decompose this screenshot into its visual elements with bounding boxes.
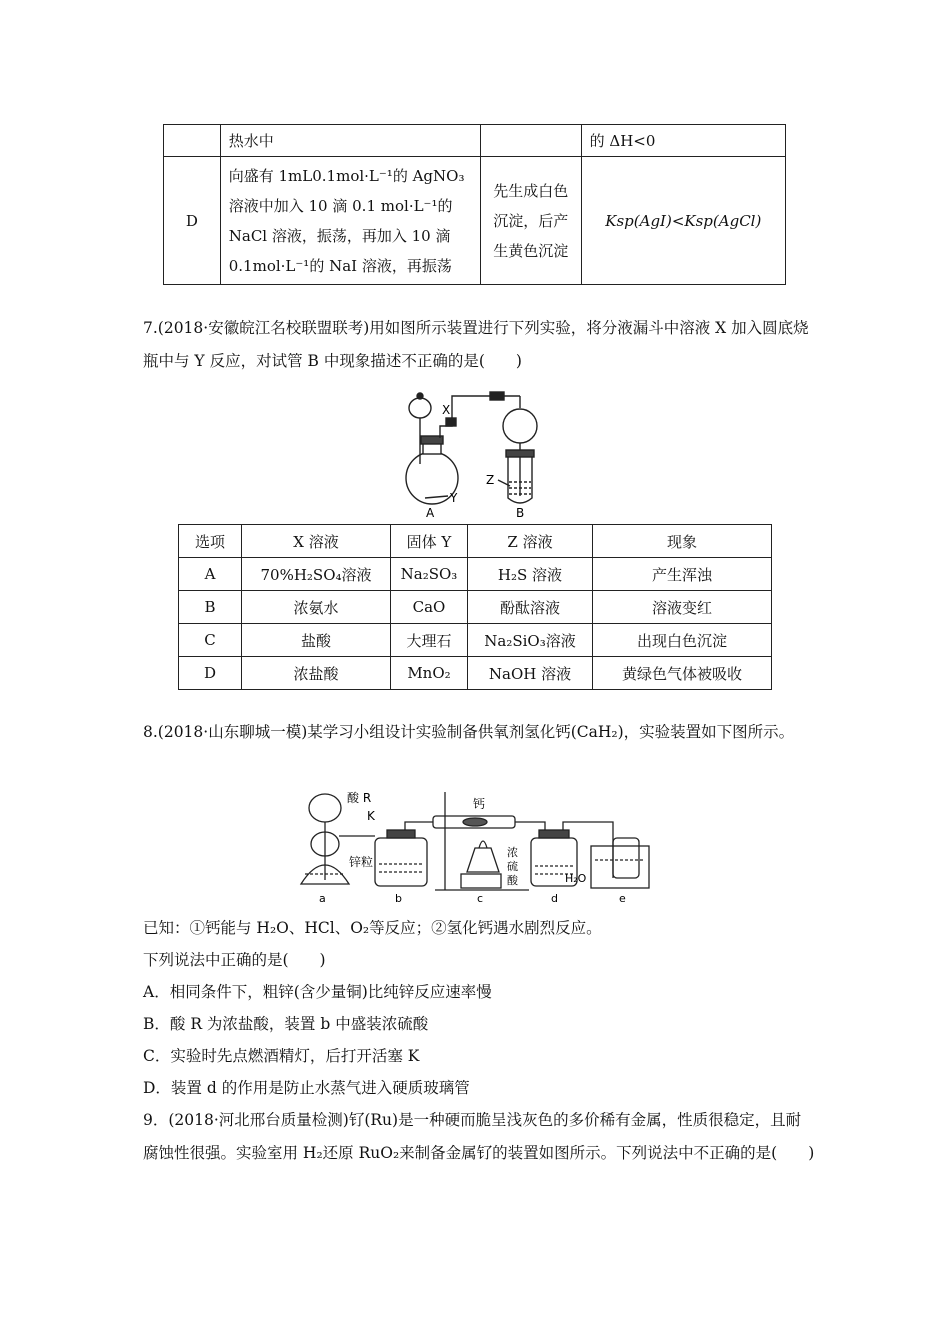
table-cell: 溶液变红 xyxy=(593,591,772,624)
table-cell: CaO xyxy=(391,591,468,624)
top-table xyxy=(163,124,786,285)
label-acid-r: 酸 R xyxy=(347,791,372,805)
table-header-row xyxy=(179,525,772,558)
q8-option-b: B．酸 R 为浓盐酸，装置 b 中盛装浓硫酸 xyxy=(143,1015,429,1033)
table-cell: 出现白色沉淀 xyxy=(593,624,772,657)
header-cell: 现象 xyxy=(593,525,772,558)
cell-line: 溶液中加入 10 滴 0.1 mol·L⁻¹的 xyxy=(228,196,453,215)
cell-line: NaCl 溶液，振荡，再加入 10 滴 xyxy=(228,226,451,245)
table-row xyxy=(179,558,772,591)
cell-line: 生黄色沉淀 xyxy=(493,241,569,260)
label-sulf: 硫 xyxy=(507,860,518,873)
q8-apparatus-figure xyxy=(295,786,665,904)
table-row xyxy=(179,657,772,690)
table-row xyxy=(164,157,786,285)
table-cell: 70%H₂SO₄溶液 xyxy=(242,558,391,591)
table-cell: A xyxy=(179,558,242,591)
label-x: X xyxy=(442,403,451,417)
q7-apparatus-figure xyxy=(380,378,570,518)
q8-option-d: D．装置 d 的作用是防止水蒸气进入硬质玻璃管 xyxy=(143,1079,470,1097)
label-water: H₂O xyxy=(565,872,587,885)
table-cell: 盐酸 xyxy=(242,624,391,657)
conclusion-cell: Ksp(AgI)<Ksp(AgCl) xyxy=(581,157,785,285)
label-c: c xyxy=(477,892,484,904)
table-cell: 浓氨水 xyxy=(242,591,391,624)
label-a: A xyxy=(426,506,435,518)
q9-stem: 9．(2018·河北邢台质量检测)钌(Ru)是一种硬而脆呈浅灰色的多价稀有金属，性质很稳定，且耐腐蚀性很强。实验室用 H₂还原 RuO₂来制备金属钌的装置如图所示。下列说法中不正确的是( ) xyxy=(143,1111,815,1162)
table-cell: 的 ΔH<0 xyxy=(581,125,785,157)
header-cell: X 溶液 xyxy=(242,525,391,558)
table-cell: MnO₂ xyxy=(391,657,468,690)
cell-line: 向盛有 1mL0.1mol·L⁻¹的 AgNO₃ xyxy=(228,166,465,185)
header-cell: Z 溶液 xyxy=(468,525,593,558)
table-cell: 浓盐酸 xyxy=(242,657,391,690)
label-b: B xyxy=(516,506,525,518)
table-cell: C xyxy=(179,624,242,657)
q8-option-c: C．实验时先点燃酒精灯，后打开活塞 K xyxy=(143,1047,420,1065)
table-cell: Na₂SiO₃溶液 xyxy=(468,624,593,657)
table-cell: 酚酞溶液 xyxy=(468,591,593,624)
operation-cell xyxy=(220,157,480,285)
label-acid2: 酸 xyxy=(507,874,518,887)
label-z: Z xyxy=(486,473,495,487)
table-cell: 热水中 xyxy=(220,125,480,157)
q7-stem: 7.(2018·安徽皖江名校联盟联考)用如图所示装置进行下列实验，将分液漏斗中溶液 X 加入圆底烧瓶中与 Y 反应，对试管 B 中现象描述不正确的是( ) xyxy=(143,319,809,370)
table-cell: D xyxy=(179,657,242,690)
label-b: b xyxy=(395,892,402,904)
phenomenon-cell xyxy=(480,157,581,285)
cell-line: 先生成白色 xyxy=(493,181,569,200)
q8-known: 已知：①钙能与 H₂O、HCl、O₂等反应；②氢化钙遇水剧烈反应。 xyxy=(143,919,602,937)
label-calcium: 钙 xyxy=(473,797,486,811)
label-y: Y xyxy=(450,491,458,505)
label-zinc: 锌粒 xyxy=(349,855,374,869)
table-row xyxy=(179,624,772,657)
header-cell: 选项 xyxy=(179,525,242,558)
label-d: d xyxy=(551,892,558,904)
cell-line: 0.1mol·L⁻¹的 NaI 溶液，再振荡 xyxy=(228,256,452,275)
table-cell: 黄绿色气体被吸收 xyxy=(593,657,772,690)
q8-option-a: A．相同条件下，粗锌(含少量铜)比纯锌反应速率慢 xyxy=(143,983,492,1001)
header-cell: 固体 Y xyxy=(391,525,468,558)
cell-line: 沉淀，后产 xyxy=(493,211,569,230)
label-e: e xyxy=(619,892,626,904)
table-row xyxy=(164,125,786,157)
table-cell: 产生浑浊 xyxy=(593,558,772,591)
table-cell: B xyxy=(179,591,242,624)
table-cell: 大理石 xyxy=(391,624,468,657)
table-cell: H₂S 溶液 xyxy=(468,558,593,591)
table-cell: NaOH 溶液 xyxy=(468,657,593,690)
option-label: D xyxy=(164,157,221,285)
q8-stem: 8.(2018·山东聊城一模)某学习小组设计实验制备供氧剂氢化钙(CaH₂)，实验装置如下图所示。 xyxy=(143,723,795,741)
table-cell: Na₂SO₃ xyxy=(391,558,468,591)
label-a: a xyxy=(319,892,326,904)
q8-question: 下列说法中正确的是( ) xyxy=(143,951,326,969)
table-row xyxy=(179,591,772,624)
label-conc: 浓 xyxy=(507,846,518,859)
q7-options-table xyxy=(178,524,772,690)
label-k: K xyxy=(367,809,375,823)
